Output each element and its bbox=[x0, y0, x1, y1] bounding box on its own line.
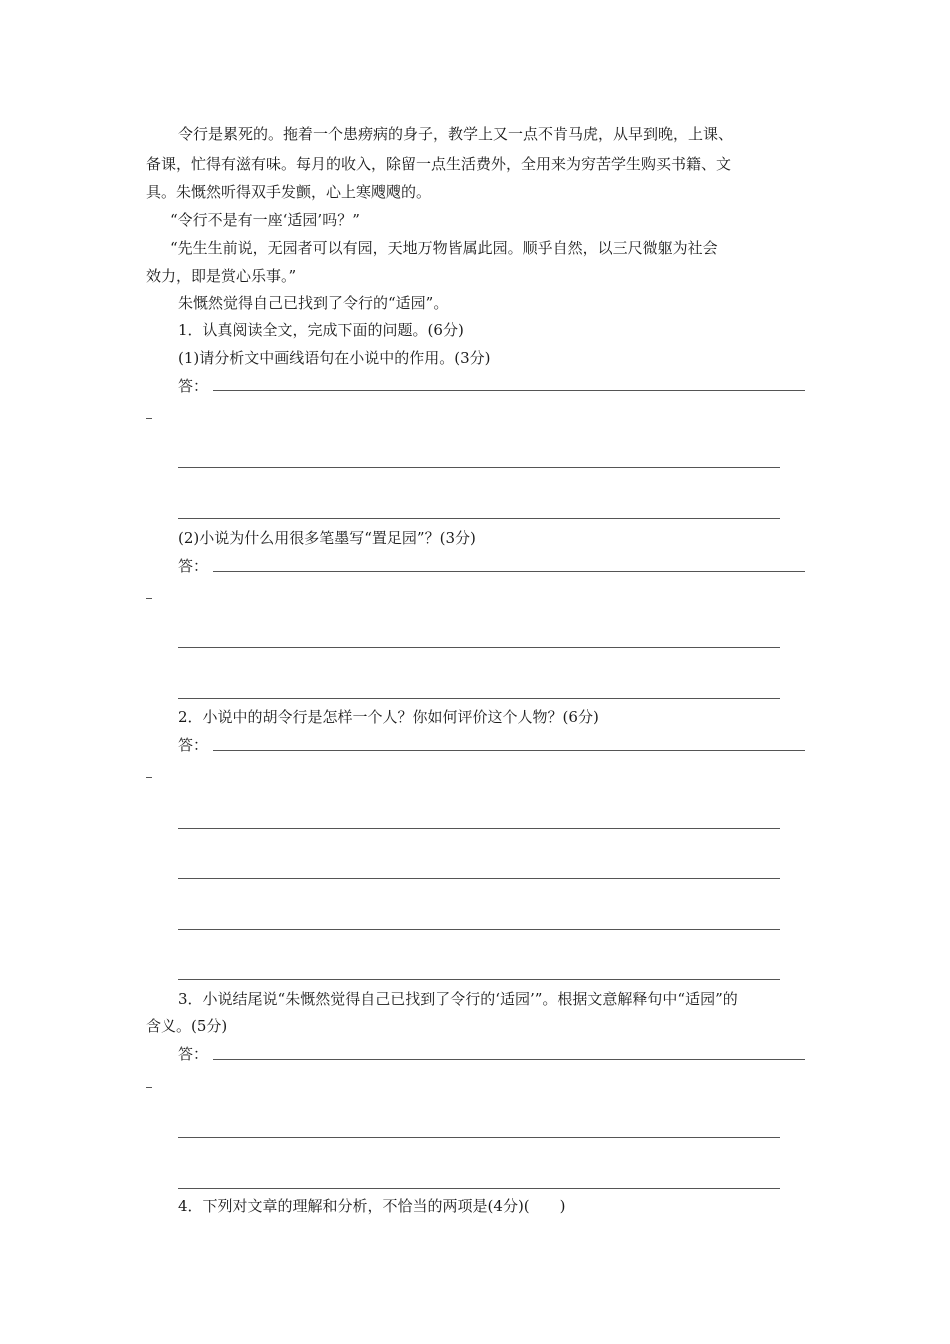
answer-label: 答： bbox=[178, 377, 209, 395]
answer-line bbox=[178, 698, 780, 699]
answer-line bbox=[178, 1137, 780, 1138]
answer-line bbox=[178, 828, 780, 829]
passage-line: “令行不是有一座‘适园’吗？” bbox=[170, 211, 360, 229]
question-4: 4．下列对文章的理解和分析，不恰当的两项是(4分)( ) bbox=[178, 1197, 566, 1215]
answer-line-stub bbox=[146, 418, 152, 419]
answer-line-stub bbox=[146, 777, 152, 778]
passage-line: 备课，忙得有滋有味。每月的收入，除留一点生活费外，全用来为穷苦学生购买书籍、文 bbox=[146, 155, 732, 173]
answer-line bbox=[213, 750, 805, 751]
answer-line bbox=[178, 647, 780, 648]
passage-line: 效力，即是赏心乐事。” bbox=[146, 267, 297, 285]
answer-line bbox=[213, 571, 805, 572]
answer-line bbox=[213, 1059, 805, 1060]
passage-line: 朱慨然觉得自己已找到了令行的“适园”。 bbox=[178, 294, 449, 312]
passage-line: “先生生前说，无园者可以有园，天地万物皆属此园。顺乎自然，以三尺微躯为社会 bbox=[170, 239, 718, 257]
answer-label: 答： bbox=[178, 557, 209, 575]
answer-line bbox=[178, 467, 780, 468]
answer-line-stub bbox=[146, 598, 152, 599]
question-2: 2．小说中的胡令行是怎样一个人？你如何评价这个人物？(6分) bbox=[178, 708, 599, 726]
passage-line: 具。朱慨然听得双手发颤，心上寒飕飕的。 bbox=[146, 183, 432, 201]
answer-line bbox=[178, 1188, 780, 1189]
answer-line-stub bbox=[146, 1087, 152, 1088]
question-1: 1．认真阅读全文，完成下面的问题。(6分) bbox=[178, 321, 464, 339]
passage-line: 令行是累死的。拖着一个患痨病的身子，教学上又一点不肯马虎，从早到晚，上课、 bbox=[178, 125, 734, 143]
question-3-cont: 含义。(5分) bbox=[146, 1017, 228, 1035]
question-3: 3．小说结尾说“朱慨然觉得自己已找到了令行的‘适园’”。根据文意解释句中“适园”的 bbox=[178, 990, 738, 1008]
question-1-1: (1)请分析文中画线语句在小说中的作用。(3分) bbox=[178, 349, 491, 367]
answer-line bbox=[213, 390, 805, 391]
answer-line bbox=[178, 929, 780, 930]
answer-line bbox=[178, 878, 780, 879]
answer-line bbox=[178, 518, 780, 519]
answer-label: 答： bbox=[178, 736, 209, 754]
answer-line bbox=[178, 979, 780, 980]
question-1-2: (2)小说为什么用很多笔墨写“置足园”？(3分) bbox=[178, 529, 476, 547]
answer-label: 答： bbox=[178, 1045, 209, 1063]
